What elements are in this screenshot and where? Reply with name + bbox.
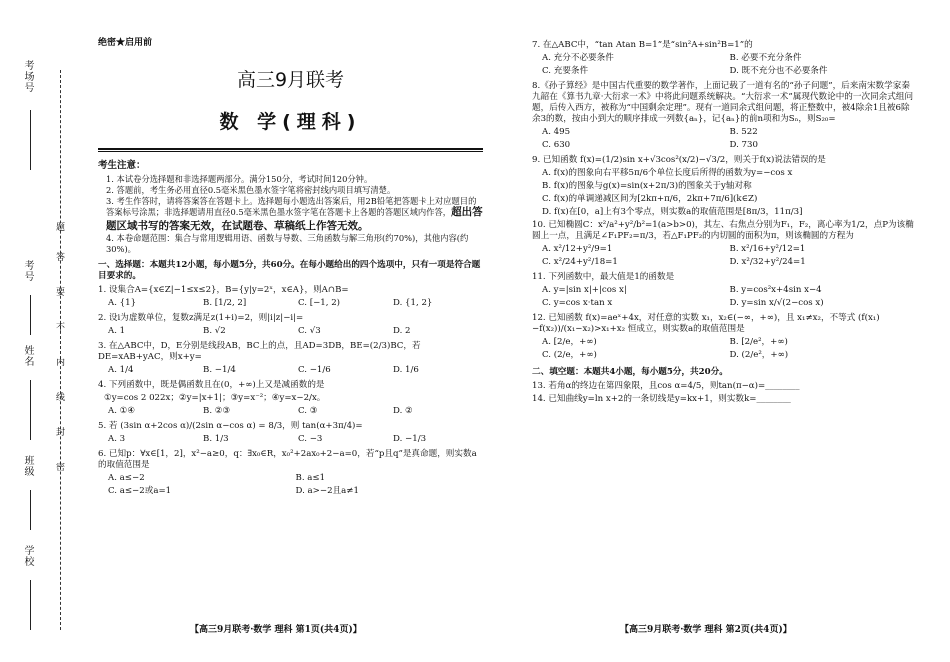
option: A. x²/12+y²/9=1 (542, 244, 613, 254)
notice-item: 4. 本卷命题范围：集合与常用逻辑用语、函数与导数、三角函数与解三角形(约70%)，其他内容(约30%)。 (106, 233, 469, 254)
question: 8.《孙子算经》是中国古代重要的数学著作，上面记载了一道有名的“孙子问题”，后来南宋数学家秦九韶在《算书九章·大衍求一术》中将此问题系统解决。“大衍求一术”属现代数论中的一次同余式组问题，后传入西方，被称为“中国剩余定理”。现有一道同余式组问题，将正整数中，被4除余1且被6除余3的数，按由小到大的顺序排成一列数{aₙ}，记{aₙ}的前n项和为Sₙ，则S₂₀= A. 495 B. 522 C. 630 D. 730 (532, 81, 917, 151)
field-label-xingming: 姓名 (22, 345, 33, 367)
question: 10. 已知椭圆C：x²/a²+y²/b²=1(a>b>0)，其左、右焦点分别为F₁，F₂，离心率为1/2，点P为该椭圆上一点，且满足∠F₁PF₂=π/3，若△F₁PF₂的内切圆的面积为π，则该椭圆的方程为 A. x²/12+y²/9=1 B. x²/16+y²/12=1 C. x²/24+y²/18=1 D. x²/32+y²/24=1 (532, 220, 917, 268)
option: B. f(x)的图象与g(x)=sin(x+2π/3)的图象关于y轴对称 (542, 181, 752, 191)
question: 4. 下列函数中，既是偶函数且在(0，+∞)上又是减函数的是 ①y=cos 2 022x；②y=|x+1|；③y=x⁻²；④y=x−2/x。 A. ①④ B. ②③ C. ③ D. ② (98, 380, 483, 417)
option: D. a>−2且a≠1 (295, 486, 359, 497)
question: 9. 已知函数 f(x)=(1/2)sin x+√3cos²(x/2)−√3/2，则关于f(x)说法错误的是 A. f(x)的图象向右平移5π/6个单位长度后所得的函数为y=−cos x B. f(x)的图象与g(x)=sin(x+2π/3)的图象关于y轴对称 C. f(x)的单调递减区间为[2kπ+π/6，2kπ+7π/6](k∈Z) D. f(x)在[0，a]上有3个零点，则实数a的取值范围是[8π/3，11π/3] (532, 155, 917, 218)
field-label-kaohao: 考号 (22, 260, 33, 282)
field-label-banji: 班级 (22, 455, 33, 477)
option: D. (2/e²，+∞) (729, 350, 789, 360)
question: 6. 已知p：∀x∈[1，2]，x²−a≥0，q：∃x₀∈R，x₀²+2ax₀+2−a=0，若“p且q”是真命题，则实数a的取值范围是 A. a≤−2 B. a≤1 C. a≤−2或a=1 D. a>−2且a≠1 (98, 449, 483, 497)
option: D. 既不充分也不必要条件 (729, 66, 828, 76)
field-line (30, 490, 31, 530)
option: C. 630 (542, 140, 571, 150)
option: D. f(x)在[0，a]上有3个零点，则实数a的取值范围是[8π/3，11π/3] (542, 207, 803, 217)
option: C. y=cos x·tan x (542, 298, 613, 308)
question: 12. 已知函数 f(x)=aeˣ+4x，对任意的实数 x₁，x₂∈(−∞，+∞)，且 x₁≠x₂，不等式 (f(x₁)−f(x₂))/(x₁−x₂)>x₁+x₂ 恒成立，则实数a的取值范围是 A. [2/e，+∞) B. [2/e²，+∞) C. (2/e，+∞) D. (2/e²，+∞) (532, 313, 917, 361)
option: D. 1/6 (393, 365, 419, 376)
option: D. {1, 2} (393, 298, 433, 309)
option: B. √2 (203, 326, 226, 337)
option: A. [2/e，+∞) (542, 337, 597, 347)
seal-char: 不 (56, 323, 66, 333)
option: A. y=|sin x|+|cos x| (542, 285, 627, 295)
field-line (30, 110, 31, 170)
option: C. [−1, 2) (298, 298, 341, 309)
option: B. x²/16+y²/12=1 (729, 244, 806, 254)
option: C. (2/e，+∞) (542, 350, 597, 360)
option: B. [2/e²，+∞) (729, 337, 788, 347)
fill-question: 14. 已知曲线y=ln x+2的一条切线是y=kx+1，则实数k=________ (532, 394, 791, 404)
notice-item: 3. 考生作答时，请将答案答在答题卡上。选择题每小题选出答案后，用2B铅笔把答题卡上对应题目的答案标号涂黑；非选择题请用直径0.5毫米黑色墨水签字笔在答题卡上各题的答题区域内作答，超出答题区域书写的答案无效，在试题卷、草稿纸上作答无效。 (106, 195, 483, 232)
right-column (532, 38, 917, 407)
fill-question: 13. 若角α的终边在第四象限，且cos α=4/5，则tan(π−α)=________ (532, 381, 800, 391)
option: B. ②③ (203, 406, 231, 417)
option: B. 必要不充分条件 (729, 53, 802, 63)
option: D. 2 (393, 326, 411, 337)
seal-char: 题 (56, 223, 66, 233)
secret-mark: 绝密★启用前 (98, 38, 153, 48)
option: B. −1/4 (203, 365, 236, 376)
option: B. a≤1 (295, 473, 326, 484)
option: D. x²/32+y²/24=1 (729, 257, 806, 267)
question: 5. 若 (3sin α+2cos α)/(2sin α−cos α) = 8/3，则 tan(α+3π/4)= A. 3 B. 1/3 C. −3 D. −1/3 (98, 421, 483, 445)
notice-title: 考生注意： (98, 160, 146, 172)
section-heading: 一、选择题：本题共12小题，每小题5分，共60分。在每小题给出的四个选项中，只有一项是符合题目要求的。 (98, 260, 481, 282)
field-line (30, 295, 31, 335)
option: C. x²/24+y²/18=1 (542, 257, 618, 267)
option: A. 充分不必要条件 (542, 53, 614, 63)
divider (98, 148, 483, 152)
question: 3. 在△ABC中，D，E分别是线段AB，BC上的点，且AD=3DB，BE=(2/3)BC，若DE=xAB+yAC，则x+y= A. 1/4 B. −1/4 C. −1/6 D. 1/6 (98, 341, 483, 376)
question: 7. 在△ABC中，“tan Atan B=1”是“sin²A+sin²B=1”的 A. 充分不必要条件 B. 必要不充分条件 C. 充要条件 D. 既不充分也不必要条件 (532, 40, 917, 77)
seal-char: 内 (56, 358, 66, 368)
field-label-xuexiao: 学校 (22, 545, 33, 567)
option: C. −3 (298, 434, 323, 445)
option: C. √3 (298, 326, 321, 337)
question: 1. 设集合A={x∈Z|−1≤x≤2}，B={y|y=2ˣ，x∈A}，则A∩B= A. {1} B. [1/2, 2] C. [−1, 2) D. {1, 2} (98, 285, 483, 309)
page-footer: 【高三9月联考·数学 理科 第2页(共4页)】 (620, 625, 792, 635)
option: D. −1/3 (393, 434, 427, 445)
seal-char: 线 (56, 393, 66, 403)
option: C. −1/6 (298, 365, 331, 376)
option: B. 1/3 (203, 434, 229, 445)
notice-item: 2. 答题前，考生务必用直径0.5毫米黑色墨水签字笔将密封线内项目填写清楚。 (106, 184, 396, 195)
field-line (30, 380, 31, 440)
option: A. 3 (108, 434, 126, 445)
exam-title: 高三9月联考 (236, 68, 345, 91)
left-column (98, 38, 483, 501)
page-footer: 【高三9月联考·数学 理科 第1页(共4页)】 (190, 625, 362, 635)
field-line (30, 580, 31, 630)
option: C. 充要条件 (542, 66, 589, 76)
field-label-kaochang: 考场号 (22, 60, 33, 93)
question: 2. 设i为虚数单位，复数z满足z(1+i)=2，则|i|z|−i|= A. 1 B. √2 C. √3 D. 2 (98, 313, 483, 337)
section-heading: 二、填空题：本题共4小题，每小题5分，共20分。 (532, 367, 728, 377)
seal-char: 封 (56, 428, 66, 438)
seal-char: 要 (56, 288, 66, 298)
option: B. 522 (729, 127, 758, 137)
option: C. ③ (298, 406, 318, 417)
option: A. {1} (108, 298, 137, 309)
question: 11. 下列函数中，最大值是1的函数是 A. y=|sin x|+|cos x| B. y=cos²x+4sin x−4 C. y=cos x·tan x D. y=sin x/√(2−cos x) (532, 272, 917, 309)
exam-subject: 数 学(理科) (219, 110, 362, 133)
seal-char: 答 (56, 253, 66, 263)
option: A. ①④ (108, 406, 136, 417)
binding-margin (0, 0, 78, 662)
option: A. f(x)的图象向右平移5π/6个单位长度后所得的函数为y=−cos x (542, 168, 793, 178)
option: C. a≤−2或a=1 (108, 486, 172, 497)
option: C. f(x)的单调递减区间为[2kπ+π/6，2kπ+7π/6](k∈Z) (542, 194, 758, 204)
notice-body (98, 174, 483, 254)
option: A. 495 (542, 127, 571, 137)
notice-emphasis: 超出答题区域书写的答案无效，在试题卷、草稿纸上作答无效。 (106, 206, 483, 232)
option: D. 730 (729, 140, 758, 150)
option: D. y=sin x/√(2−cos x) (729, 298, 824, 308)
option: A. 1/4 (108, 365, 134, 376)
option: D. ② (393, 406, 413, 417)
option: A. 1 (108, 326, 126, 337)
seal-char: 密 (56, 463, 66, 473)
option: B. [1/2, 2] (203, 298, 247, 309)
option: A. a≤−2 (108, 473, 145, 484)
option: B. y=cos²x+4sin x−4 (729, 285, 822, 295)
notice-item: 1. 本试卷分选择题和非选择题两部分。满分150分，考试时间120分钟。 (106, 174, 373, 185)
seal-line (60, 70, 61, 630)
